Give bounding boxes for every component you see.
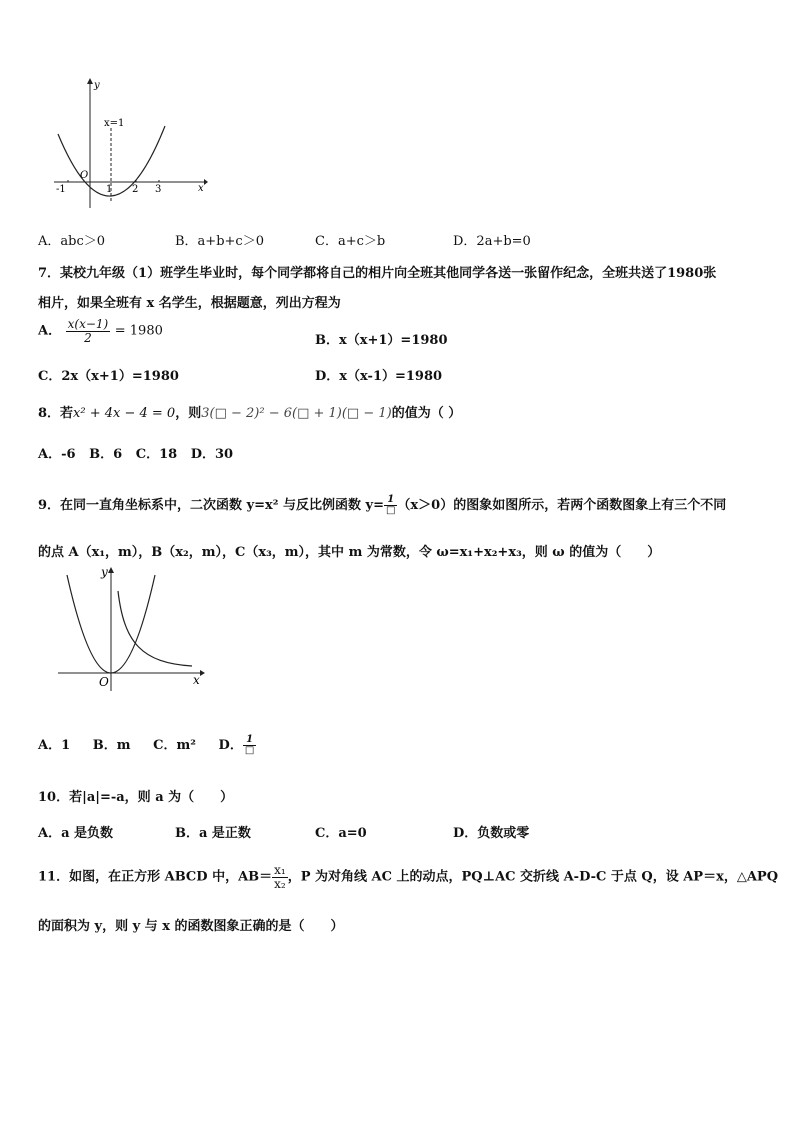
q9-line1-a: 9．在同一直角坐标系中，二次函数 y=x² 与反比例函数 y=	[38, 498, 384, 513]
q10-option-a[interactable]: A．a 是负数	[38, 826, 114, 841]
q8-stem	[38, 402, 461, 421]
q11-stem-line1	[38, 864, 778, 890]
q7-stem-line2: 相片，如果全班有 x 名学生，根据题意，列出方程为	[38, 296, 341, 311]
q9-options-abc: A．1 B．m C．m² D．	[38, 738, 243, 753]
q9-option-d-fraction	[243, 735, 256, 757]
q8-options[interactable]: A．-6 B．6 C．18 D．30	[38, 447, 234, 462]
q9-stem-line1	[38, 494, 726, 517]
q11-fraction-numerator: x₁	[274, 863, 286, 877]
q9-line1-b: （x＞0）的图象如图所示，若两个函数图象上有三个不同	[397, 498, 727, 513]
tick-label-1: 1	[106, 184, 113, 195]
q10-stem: 10．若|a|=-a，则 a 为（ ）	[38, 790, 234, 805]
origin-label: O	[80, 170, 89, 181]
q9-origin-label: O	[99, 675, 109, 689]
q9-stem-line2: 的点 A（x₁，m），B（x₂，m），C（x₃，m），其中 m 为常数，令 ω=x₁+x₂+x₃，则 ω 的值为（ ）	[38, 545, 661, 560]
q9-option-d-denominator: □	[244, 745, 255, 756]
q6-option-b[interactable]: B．a+b+c＞0	[175, 234, 264, 249]
q11-line1-a: 11．如图，在正方形 ABCD 中，AB＝	[38, 869, 273, 885]
q10-option-b[interactable]: B．a 是正数	[175, 826, 251, 841]
q6-option-d[interactable]: D．2a+b=0	[453, 234, 531, 249]
parabola-figure-q6	[50, 76, 210, 211]
q7-option-a-fraction	[66, 318, 111, 344]
q9-options[interactable]	[38, 734, 256, 757]
q7-option-a-rest: = 1980	[114, 323, 163, 339]
q7-option-a[interactable]	[38, 318, 163, 344]
q9-fraction-denominator: □	[385, 505, 396, 516]
q7-option-a-numerator: x(x−1)	[67, 317, 109, 331]
q11-fraction-denominator: x₂	[274, 876, 286, 891]
q8-expression: 3(□ − 2)² − 6(□ + 1)(□ − 1)	[201, 406, 392, 421]
function-graph-figure-q9	[52, 563, 212, 693]
q6-option-a[interactable]: A．abc＞0	[38, 234, 106, 249]
q11-fraction	[272, 864, 288, 890]
q9-fraction-numerator: 1	[384, 495, 397, 507]
q10-option-d[interactable]: D．负数或零	[453, 826, 530, 841]
q7-option-a-label: A．	[38, 323, 62, 339]
q8-prefix: 8．若	[38, 406, 74, 421]
q7-option-b[interactable]: B．x（x+1）=1980	[315, 333, 448, 348]
tick-label-3: 3	[155, 184, 162, 195]
tick-label-neg1: -1	[56, 184, 66, 195]
q7-option-c[interactable]: C．2x（x+1）=1980	[38, 369, 179, 384]
q9-fraction	[384, 495, 397, 517]
q6-option-c[interactable]: C．a+c＞b	[315, 234, 386, 249]
q7-option-d[interactable]: D．x（x-1）=1980	[315, 369, 443, 384]
q8-middle: ，则	[175, 406, 202, 421]
q7-option-a-denominator: 2	[84, 330, 92, 345]
symmetry-line-label: x=1	[104, 118, 125, 129]
q7-stem-line1: 7．某校九年级（1）班学生毕业时，每个同学都将自己的相片向全班其他同学各送一张留作纪念，全班共送了1980张	[38, 266, 717, 281]
q8-suffix: 的值为（ ）	[391, 406, 462, 421]
q9-x-axis-label: x	[193, 673, 200, 687]
q9-y-axis-label: y	[101, 565, 108, 579]
tick-label-2: 2	[132, 184, 139, 195]
q10-option-c[interactable]: C．a=0	[315, 826, 367, 841]
x-axis-label: x	[198, 183, 204, 194]
y-axis-label: y	[94, 80, 100, 91]
q9-option-d-numerator: 1	[243, 735, 256, 747]
q8-equation: x² + 4x − 4 = 0	[73, 406, 176, 421]
q11-stem-line2: 的面积为 y，则 y 与 x 的函数图象正确的是（ ）	[38, 919, 344, 934]
q11-line1-b: ，P 为对角线 AC 上的动点，PQ⊥AC 交折线 A-D-C 于点 Q，设 AP＝x，△APQ	[287, 869, 779, 885]
